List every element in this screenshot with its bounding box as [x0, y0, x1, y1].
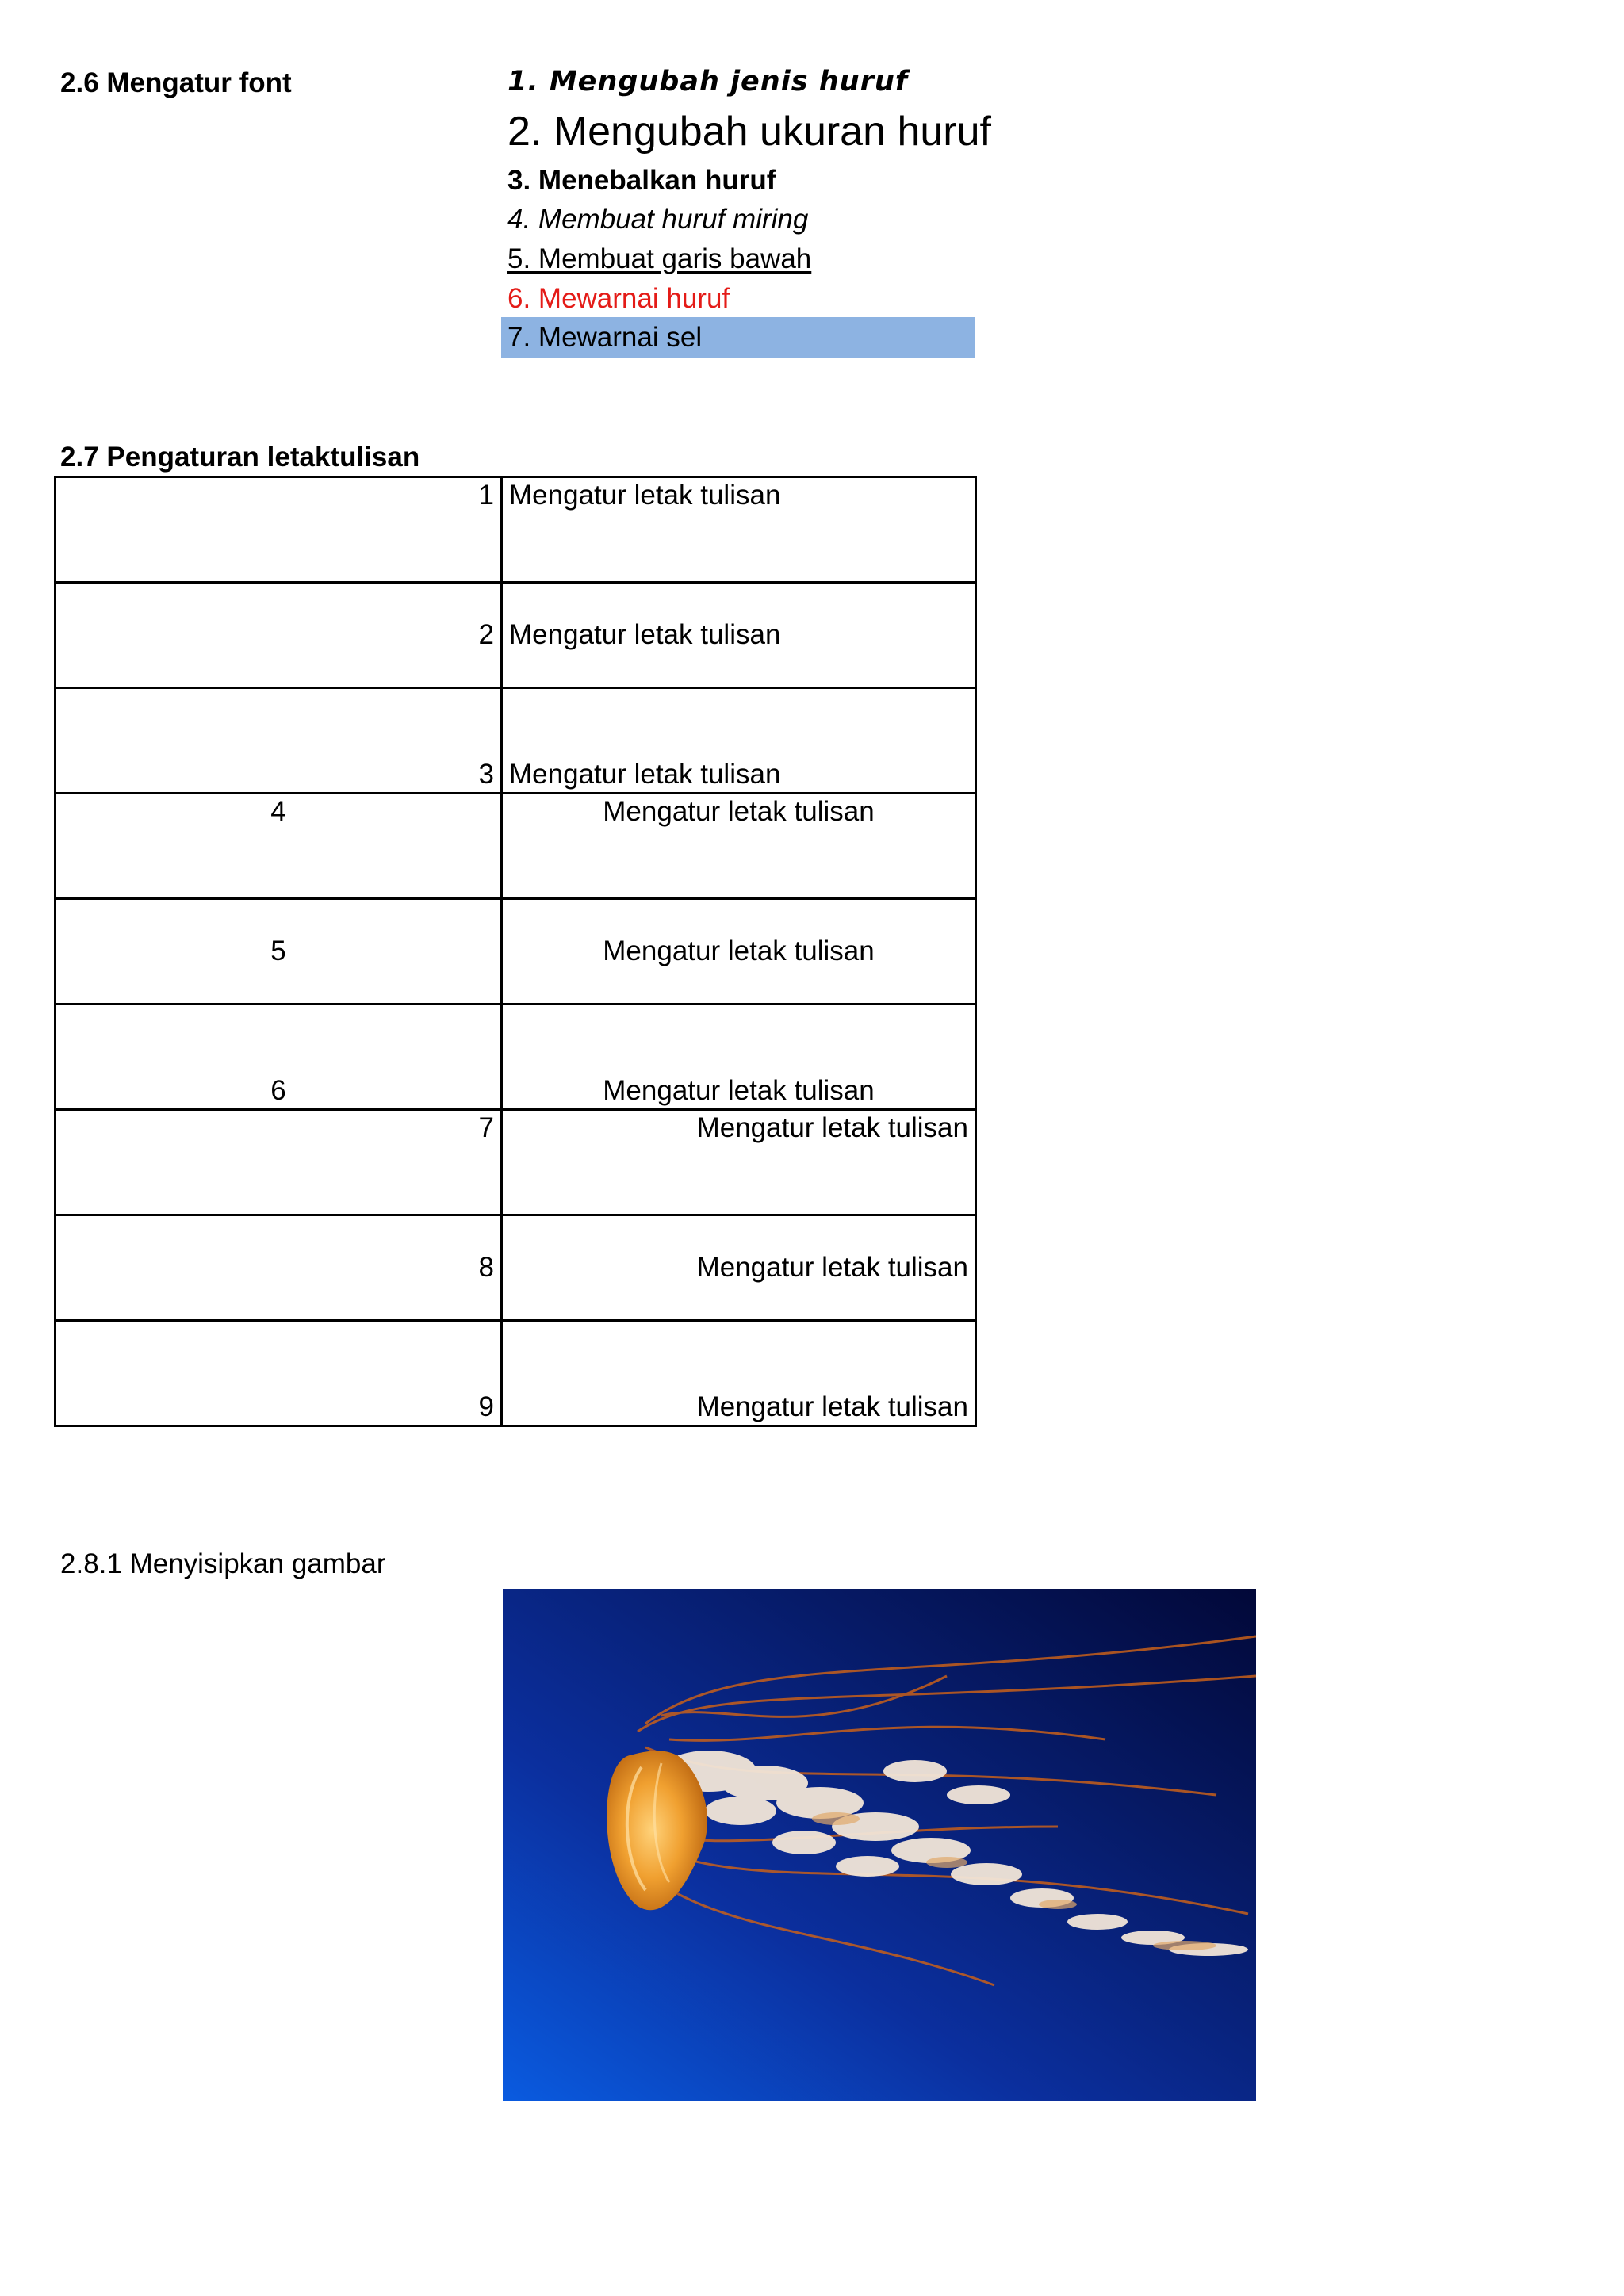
row-number: 3	[478, 759, 494, 790]
row-number: 2	[478, 619, 494, 650]
row-number-cell	[56, 1005, 503, 1108]
row-text-cell	[503, 1322, 975, 1425]
jellyfish-picture	[503, 1589, 1256, 2101]
row-text-cell	[503, 1005, 975, 1108]
table-row	[56, 1005, 975, 1111]
table-row	[56, 900, 975, 1005]
row-number: 1	[478, 480, 494, 511]
row-number-cell	[56, 689, 503, 792]
row-text-cell	[503, 1216, 975, 1319]
font-item-change-size: 2. Mengubah ukuran huruf	[508, 109, 991, 155]
row-text: Mengatur letak tulisan	[603, 936, 875, 966]
font-item-font-color: 6. Mewarnai huruf	[508, 283, 730, 314]
row-text: Mengatur letak tulisan	[603, 1075, 875, 1106]
alignment-section-heading: 2.7 Pengaturan letaktulisan	[60, 442, 420, 473]
table-row	[56, 1322, 975, 1425]
row-number: 9	[478, 1391, 494, 1422]
table-row	[56, 584, 975, 689]
jellyfish-image	[503, 1589, 1256, 2101]
row-text: Mengatur letak tulisan	[696, 1112, 968, 1143]
row-number-cell	[56, 478, 503, 581]
row-text-cell	[503, 794, 975, 897]
row-number-cell	[56, 1111, 503, 1214]
row-text: Mengatur letak tulisan	[509, 759, 781, 790]
row-text-cell	[503, 689, 975, 792]
table-row	[56, 1111, 975, 1216]
row-text-cell	[503, 478, 975, 581]
row-number: 4	[270, 796, 286, 827]
row-number-cell	[56, 1322, 503, 1425]
row-text-cell	[503, 900, 975, 1003]
font-item-cell-fill: 7. Mewarnai sel	[501, 317, 975, 358]
row-number: 8	[478, 1252, 494, 1283]
row-number: 5	[270, 936, 286, 966]
alignment-table	[54, 476, 977, 1427]
font-item-bold: 3. Menebalkan huruf	[508, 165, 776, 196]
picture-section-heading: 2.8.1 Menyisipkan gambar	[60, 1548, 386, 1579]
row-text: Mengatur letak tulisan	[509, 619, 781, 650]
font-item-change-typeface: 1. Mengubah jenis huruf	[508, 66, 908, 98]
row-text: Mengatur letak tulisan	[696, 1252, 968, 1283]
row-number-cell	[56, 584, 503, 687]
row-number-cell	[56, 900, 503, 1003]
table-row	[56, 794, 975, 900]
row-text-cell	[503, 1111, 975, 1214]
table-row	[56, 478, 975, 584]
row-text: Mengatur letak tulisan	[509, 480, 781, 511]
row-text: Mengatur letak tulisan	[603, 796, 875, 827]
font-section-heading: 2.6 Mengatur font	[60, 67, 292, 98]
table-row	[56, 1216, 975, 1322]
row-number-cell	[56, 794, 503, 897]
row-number-cell	[56, 1216, 503, 1319]
row-number: 6	[270, 1075, 286, 1106]
row-number: 7	[478, 1112, 494, 1143]
font-item-underline: 5. Membuat garis bawah	[508, 243, 812, 274]
row-text: Mengatur letak tulisan	[696, 1391, 968, 1422]
row-text-cell	[503, 584, 975, 687]
font-item-italic: 4. Membuat huruf miring	[508, 204, 809, 235]
table-row	[56, 689, 975, 794]
